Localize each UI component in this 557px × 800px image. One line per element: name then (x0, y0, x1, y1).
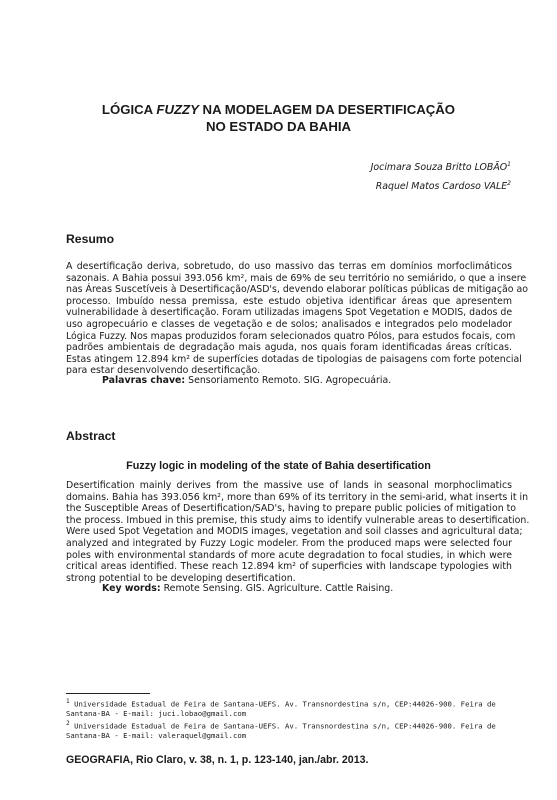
abstract-keywords: Key words: Remote Sensing. GIS. Agriculture. Cattle Raising. (102, 583, 394, 594)
footnote-1 (66, 697, 512, 719)
author-list (371, 157, 511, 195)
footnote-2 (66, 719, 512, 741)
paragraph-line: Lógica Fuzzy. Nos mapas produzidos foram selecionados quatro Pólos, para estudos focais, com (66, 330, 516, 342)
paper-title (0, 101, 557, 135)
paragraph-line: Were used Spot Vegetation and MODIS images, vegetation and soil classes and agricultural data; (66, 526, 523, 538)
paragraph-line: uso agropecuário e classes de vegetação e de solos; analisados e integrados pelo modelador (66, 318, 512, 330)
footnote-1-line-2: Santana-BA - E-mail: juci.lobao@gmail.com (66, 709, 247, 719)
paragraph-line: sazonais. A Bahia possui 393.056 km², mais de 69% de seu território no semiárido, o que a insere (66, 272, 527, 284)
paragraph-line: padrões ambientais de degradação mais aguda, nos quais foram identificadas áreas críticas. (66, 342, 512, 354)
paragraph-line: the process. Imbued in this premise, this study aims to identify vulnerable areas to desertification. (66, 514, 530, 526)
author-1: Jocimara Souza Britto LOBÃO$^1$ (370, 161, 511, 174)
paragraph-line: poles with environmental standards of more acute degradation to focal studies, in which were (66, 549, 512, 561)
paragraph-line: vulnerabilidade à desertificação. Foram utilizadas imagens Spot Vegetation e MODIS, dados de (66, 307, 513, 319)
paragraph-line: domains. Bahia has 393.056 km², more than 69% of its territory in the semi-arid, what inserts it in (66, 491, 529, 503)
paragraph-line: analyzed and integrated by Fuzzy Logic modeler. From the produced maps were selected four (66, 537, 512, 549)
resumo-heading: Resumo (66, 232, 115, 246)
footnote-2-line-1: $^2$ Universidade Estadual de Feira de Santana-UEFS. Av. Transnordestina s/n, CEP:44026-900. Feira de (66, 720, 496, 731)
author-2: Raquel Matos Cardoso VALE$^2$ (375, 180, 511, 193)
abstract-heading: Abstract (66, 429, 116, 443)
abstract-body (66, 480, 530, 584)
paragraph-line: nas Áreas Suscetíveis à Desertificação/ASD's, devendo elaborar políticas públicas de mitigação ao (66, 284, 529, 296)
paragraph-line: the Susceptible Areas of Desertification/SAD's, having to prepare public policies of mitigation to (66, 503, 517, 515)
paragraph-line: Estas atingem 12.894 km² de superfícies dotadas de tipologias de paisagens com forte potencial (66, 353, 522, 365)
abstract-subtitle: Fuzzy logic in modeling of the state of Bahia desertification (126, 460, 431, 472)
journal-citation: GEOGRAFIA, Rio Claro, v. 38, n. 1, p. 123-140, jan./abr. 2013. (66, 754, 369, 766)
paragraph-line: para estar desenvolvendo desertificação. (66, 365, 261, 377)
paragraph-line: strong potential to be developing desertification. (66, 572, 296, 584)
footnote-1-line-1: $^1$ Universidade Estadual de Feira de Santana-UEFS. Av. Transnordestina s/n, CEP:44026-900. Feira de (66, 698, 496, 709)
footnote-2-line-2: Santana-BA - E-mail: valeraquel@gmail.com (66, 731, 247, 741)
footnote-divider (66, 693, 150, 694)
resumo-keywords: Palavras chave: Sensoriamento Remoto. SIG. Agropecuária. (102, 375, 392, 386)
paragraph-line: critical areas identified. These reach 12.894 km² of superficies with landscape typologies with (66, 561, 512, 573)
paragraph-line: A desertificação deriva, sobretudo, do uso massivo das terras em domínios morfoclimáticos (66, 261, 512, 272)
title-line-2: NO ESTADO DA BAHIA (205, 119, 352, 134)
paragraph-line: processo. Imbuído nessa premissa, este estudo objetiva identificar áreas que apresentem (66, 295, 512, 307)
paragraph-line: Desertification mainly derives from the massive use of lands in seasonal morphoclimatics (66, 480, 512, 491)
title-line-1: LÓGICA FUZZY NA MODELAGEM DA DESERTIFICAÇÃO (101, 102, 456, 117)
resumo-body (66, 261, 529, 377)
